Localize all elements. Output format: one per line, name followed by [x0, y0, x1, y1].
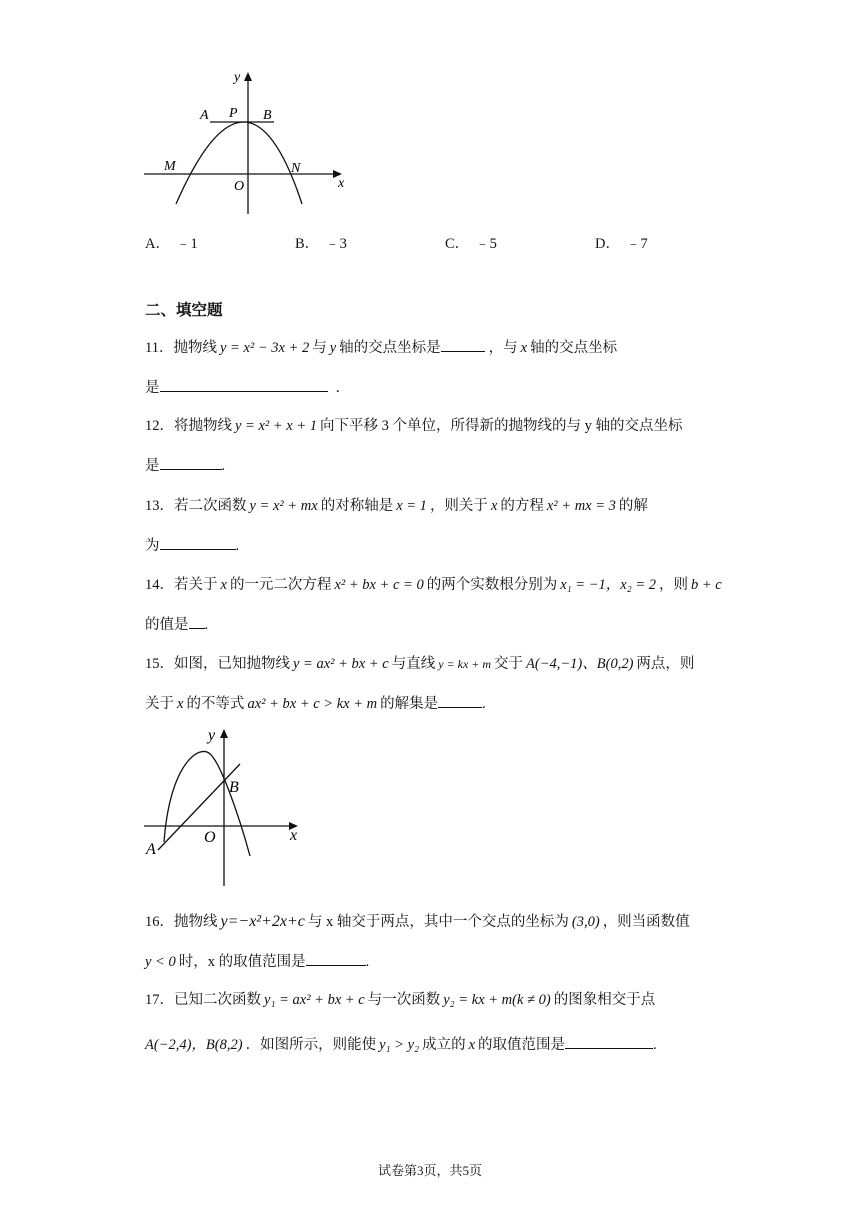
- fig1-label-M: M: [164, 159, 176, 174]
- q12-end: .: [221, 458, 226, 474]
- q14-equation-3: b + c: [691, 577, 722, 593]
- fig1-label-B: B: [263, 108, 272, 123]
- q11-text-2: 与: [312, 340, 327, 356]
- question-17-line-2: [145, 1034, 657, 1055]
- q14-number: 14．: [145, 577, 174, 593]
- q16-number: 16．: [145, 914, 174, 930]
- q17-text-3: 的图象相交于点: [553, 992, 656, 1008]
- q11-number: 11．: [145, 340, 174, 356]
- q12-text-2: 向下平移 3 个单位，所得新的抛物线的与 y 轴的交点坐标: [320, 418, 683, 434]
- question-15-line-2: [145, 693, 486, 714]
- q15-var-x: x: [177, 696, 184, 712]
- option-d[interactable]: [595, 232, 648, 253]
- q13-text-5: 的解: [618, 498, 648, 514]
- q17-blank[interactable]: [565, 1034, 653, 1049]
- q13-equation-1: y = x² + mx: [249, 498, 318, 514]
- fig1-label-x: x: [338, 176, 345, 191]
- question-12: [145, 416, 683, 436]
- fig1-label-N: N: [291, 161, 301, 176]
- q11-text-3: 轴的交点坐标是: [339, 340, 441, 356]
- q16-text-3: ，则当函数值: [602, 914, 690, 930]
- q17-equation-3: A(−2,4)，B(8,2): [145, 1037, 243, 1053]
- question-13: [145, 496, 648, 516]
- question-11: [145, 337, 617, 358]
- fig2-label-O: O: [204, 829, 216, 846]
- parabola-line-figure-2: [140, 722, 310, 890]
- q17-var-x: x: [468, 1037, 476, 1053]
- q17-number: 17．: [145, 992, 174, 1008]
- q15-text-7: 的解集是: [380, 696, 439, 712]
- q13-text-3: ，则关于: [429, 498, 488, 514]
- q17-equation-1: y₁ = ax² + bx + c: [264, 992, 365, 1008]
- q13-var-x: x: [490, 498, 498, 514]
- q14-text-4: ，则: [659, 577, 689, 593]
- q11-equation: y = x² − 3x + 2: [219, 340, 310, 356]
- q16-end: .: [365, 954, 370, 970]
- option-a-letter: A．: [145, 236, 170, 252]
- q15-equation-4: ax² + bx + c > kx + m: [247, 696, 378, 712]
- page-footer: 试卷第3页，共5页: [377, 1163, 482, 1178]
- q12-blank[interactable]: [160, 455, 222, 470]
- fig2-label-y: y: [208, 727, 216, 744]
- option-a[interactable]: [145, 232, 198, 253]
- q14-blank[interactable]: [189, 614, 205, 629]
- section-title: 二、填空题: [145, 301, 223, 319]
- option-a-value: ﹣1: [175, 236, 198, 252]
- q15-end: .: [482, 696, 486, 712]
- option-d-letter: D．: [595, 236, 620, 252]
- parabola-figure-1: [140, 68, 360, 218]
- question-13-line-2: [145, 535, 239, 556]
- fig2-label-x: x: [290, 827, 298, 844]
- q15-equation-1: y = ax² + bx + c: [293, 656, 389, 672]
- q14-text-2: 的一元二次方程: [229, 577, 332, 593]
- q17-equation-2: y₂ = kx + m(k ≠ 0): [443, 992, 551, 1008]
- fig1-label-P: P: [229, 106, 238, 121]
- question-14-line-2: [145, 614, 208, 635]
- q16-text-1: 抛物线: [174, 914, 218, 930]
- q13-text-2: 的对称轴是: [320, 498, 394, 514]
- q15-text-6: 的不等式: [186, 696, 245, 712]
- q14-text-3: 的两个实数根分别为: [426, 577, 558, 593]
- question-15: [145, 654, 694, 674]
- q13-number: 13．: [145, 498, 174, 514]
- option-c[interactable]: [445, 232, 497, 253]
- q13-text-4: 的方程: [500, 498, 544, 514]
- q14-text-1: 若关于: [174, 577, 218, 593]
- q15-text-5: 关于: [145, 696, 174, 712]
- q14-var-x: x: [220, 577, 227, 593]
- q12-equation: y = x² + x + 1: [235, 418, 318, 434]
- q11-text-6: 是: [145, 380, 160, 396]
- option-c-value: ﹣5: [475, 236, 497, 252]
- q14-equation-2: x₁ = −1，x₂ = 2: [560, 577, 657, 593]
- q16-blank[interactable]: [306, 951, 366, 966]
- q15-text-4: 两点，则: [636, 656, 695, 672]
- q17-text-2: 与一次函数: [367, 992, 441, 1008]
- q17-text-5: 成立的: [422, 1037, 466, 1053]
- q12-text-3: 是: [145, 458, 160, 474]
- q16-text-4: 时，x 的取值范围是: [178, 954, 306, 970]
- q13-text-6: 为: [145, 538, 160, 554]
- q17-text-4: ．如图所示，则能使: [245, 1037, 377, 1053]
- q16-equation-3: y < 0: [145, 954, 176, 970]
- q12-number: 12．: [145, 418, 174, 434]
- question-14: [145, 575, 725, 595]
- question-12-line-2: [145, 455, 225, 476]
- option-b-value: ﹣3: [325, 236, 347, 252]
- question-17: [145, 990, 655, 1010]
- q15-equation-2: y = kx + m: [438, 657, 492, 671]
- q15-equation-3: A(−4,−1)、B(0,2): [526, 656, 634, 672]
- q16-equation-2: (3,0): [571, 914, 600, 930]
- option-b-letter: B．: [295, 236, 320, 252]
- question-16: [145, 912, 690, 932]
- fig2-label-B: B: [229, 779, 239, 796]
- q13-equation-2: x = 1: [396, 498, 427, 514]
- q17-equation-4: y₁ > y₂: [379, 1037, 420, 1053]
- q17-text-6: 的取值范围是: [478, 1037, 566, 1053]
- q11-blank-2[interactable]: [160, 377, 328, 392]
- q15-text-2: 与直线: [391, 656, 436, 672]
- q15-text-1: 如图，已知抛物线: [174, 656, 290, 672]
- q14-text-5: 的值是: [145, 617, 189, 633]
- q15-number: 15．: [145, 656, 174, 672]
- q11-end: ．: [335, 380, 350, 396]
- q11-blank-1[interactable]: [441, 337, 485, 352]
- q17-end: .: [653, 1037, 657, 1053]
- q12-text-1: 将抛物线: [174, 418, 232, 434]
- q11-var-y: y: [329, 340, 337, 356]
- option-b[interactable]: [295, 232, 347, 253]
- fig2-label-A: A: [146, 841, 156, 858]
- q11-text-4: ，与: [488, 340, 518, 356]
- q14-equation-1: x² + bx + c = 0: [334, 577, 424, 593]
- question-16-line-2: [145, 951, 369, 972]
- q14-end: .: [204, 617, 209, 633]
- fig1-label-y: y: [234, 70, 241, 85]
- q15-blank[interactable]: [438, 693, 482, 708]
- q13-equation-3: x² + mx = 3: [546, 498, 616, 514]
- fig1-label-A: A: [200, 108, 209, 123]
- q16-equation-1: y=−x²+2x+c: [220, 913, 305, 930]
- q11-text-1: 抛物线: [173, 340, 217, 356]
- q13-text-1: 若二次函数: [174, 498, 247, 514]
- q13-blank[interactable]: [160, 535, 236, 550]
- q11-text-5: 轴的交点坐标: [530, 340, 618, 356]
- option-c-letter: C．: [445, 236, 470, 252]
- q17-text-1: 已知二次函数: [174, 992, 261, 1008]
- option-d-value: ﹣7: [625, 236, 648, 252]
- q13-end: .: [235, 538, 240, 554]
- fig1-label-O: O: [234, 179, 245, 194]
- question-11-line-2: [145, 377, 350, 398]
- q16-text-2: 与 x 轴交于两点，其中一个交点的坐标为: [307, 914, 569, 930]
- q11-var-x: x: [520, 340, 528, 356]
- q15-text-3: 交于: [494, 656, 524, 672]
